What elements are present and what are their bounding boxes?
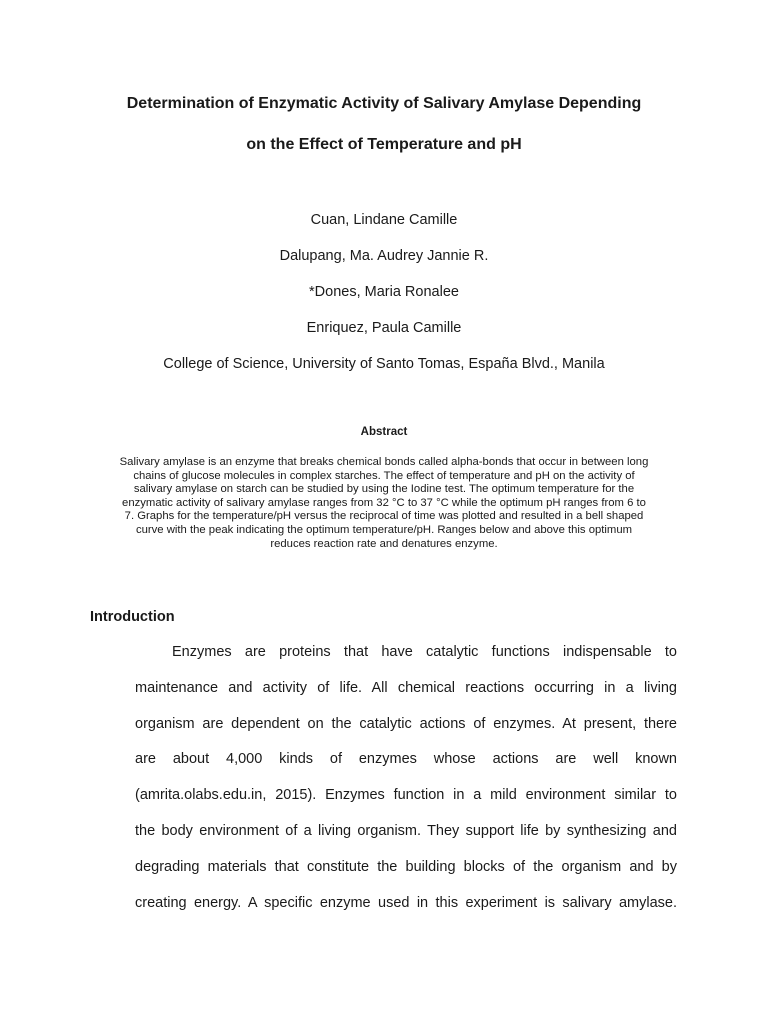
paper-title-line-1: Determination of Enzymatic Activity of Salivary Amylase Depending [126, 95, 642, 112]
abstract-line: salivary amylase on starch can be studied by using the Iodine test. The optimum temperature for the [133, 483, 635, 496]
abstract-line: Salivary amylase is an enzyme that breaks chemical bonds called alpha-bonds that occur in between long [119, 456, 649, 468]
intro-line: creating energy. A specific enzyme used in this experiment is salivary amylase. [135, 895, 677, 911]
author: Enriquez, Paula Camille [306, 320, 462, 336]
intro-line: Enzymes are proteins that have catalytic functions indispensable to [172, 644, 677, 660]
abstract-line: 7. Graphs for the temperature/pH versus the reciprocal of time was plotted and resulted in a bell shaped [124, 510, 644, 523]
author: Dalupang, Ma. Audrey Jannie R. [279, 248, 489, 264]
intro-line: the body environment of a living organism. They support life by synthesizing and [135, 823, 677, 839]
abstract-line: chains of glucose molecules in complex starches. The effect of temperature and pH on the activity of [133, 469, 635, 482]
abstract-line: reduces reaction rate and denatures enzyme. [270, 537, 498, 550]
author: Cuan, Lindane Camille [310, 212, 458, 228]
author: *Dones, Maria Ronalee [309, 284, 459, 300]
intro-line: maintenance and activity of life. All chemical reactions occurring in a living [135, 680, 677, 696]
intro-line: organism are dependent on the catalytic actions of enzymes. At present, there [135, 716, 677, 732]
abstract-line: curve with the peak indicating the optimum temperature/pH. Ranges below and above this optimum [135, 523, 633, 536]
intro-line: degrading materials that constitute the building blocks of the organism and by [135, 859, 677, 875]
introduction-heading: Introduction [90, 609, 175, 625]
intro-line: (amrita.olabs.edu.in, 2015). Enzymes function in a mild environment similar to [135, 787, 677, 803]
abstract-heading: Abstract [360, 426, 408, 438]
abstract-line: enzymatic activity of salivary amylase ranges from 32 °C to 37 °C while the optimum pH ranges from 6 to [122, 496, 646, 509]
abstract-body [84, 456, 684, 551]
affiliation: College of Science, University of Santo Tomas, España Blvd., Manila [163, 356, 605, 372]
paper-title-line-2: on the Effect of Temperature and pH [246, 136, 522, 153]
intro-line: are about 4,000 kinds of enzymes whose actions are well known [135, 751, 677, 767]
